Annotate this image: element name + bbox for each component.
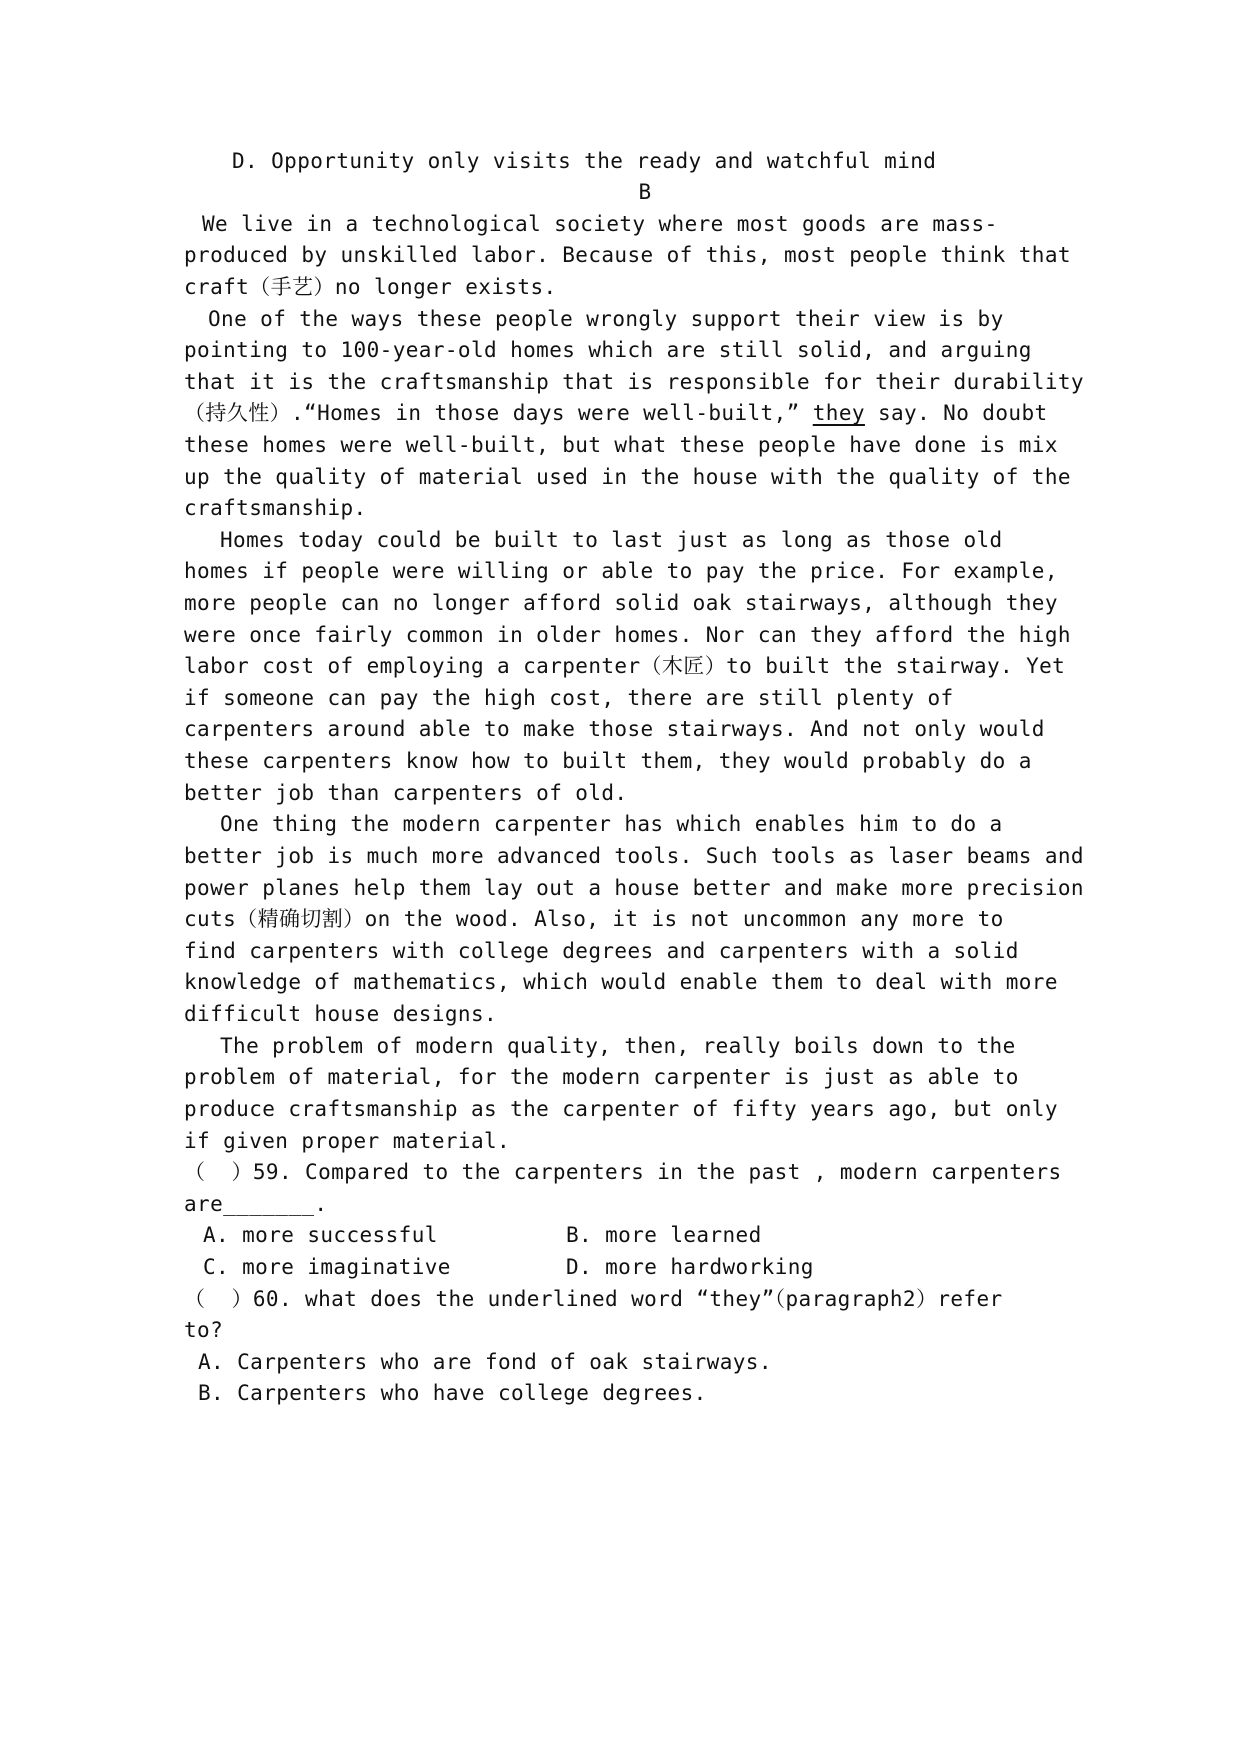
passage-p4-line: One thing the modern carpenter has which enables him to do a: [220, 812, 1003, 836]
passage-p3-line: Homes today could be built to last just as long as those old: [220, 528, 1003, 552]
q59-option-d: D. more hardworking: [566, 1255, 814, 1279]
q59-option-c: C. more imaginative: [203, 1255, 451, 1279]
passage-p2-line: craftsmanship.: [184, 496, 367, 520]
passage-p4-line: cuts（精确切割）on the wood. Also, it is not uncommon any more to: [184, 907, 1004, 931]
passage-p2-line: that it is the craftsmanship that is responsible for their durability: [184, 370, 1084, 394]
passage-p5-line: produce craftsmanship as the carpenter of fifty years ago, but only: [184, 1097, 1058, 1121]
q60-option-a: A. Carpenters who are fond of oak stairways.: [198, 1350, 772, 1374]
question-60-stem: （ ）60. what does the underlined word “they”（paragraph2）refer: [184, 1287, 1003, 1311]
quote-line-start: （持久性）.“Homes in those days were well-built,”: [184, 401, 813, 425]
passage-p4-line: find carpenters with college degrees and carpenters with a solid: [184, 939, 1019, 963]
passage-p5-line: if given proper material.: [184, 1129, 511, 1153]
passage-p1-line: We live in a technological society where most goods are mass-: [202, 212, 998, 236]
passage-p1-line: produced by unskilled labor. Because of this, most people think that: [184, 243, 1071, 267]
passage-p3-line: labor cost of employing a carpenter（木匠）to built the stairway. Yet: [184, 654, 1066, 678]
underlined-word-they: they: [812, 401, 865, 425]
passage-p3-line: if someone can pay the high cost, there are still plenty of: [184, 686, 954, 710]
passage-p5-line: The problem of modern quality, then, really boils down to the: [220, 1034, 1016, 1058]
quote-line-end: say. No doubt: [864, 401, 1048, 425]
question-60-stem-cont: to?: [184, 1318, 224, 1342]
question-59-stem-cont: are_______.: [184, 1192, 328, 1216]
passage-p3-line: these carpenters know how to built them, they would probably do a: [184, 749, 1032, 773]
question-59-stem: （ ）59. Compared to the carpenters in the past , modern carpenters: [184, 1160, 1062, 1184]
passage-p5-line: problem of material, for the modern carpenter is just as able to: [184, 1065, 1019, 1089]
passage-p4-line: knowledge of mathematics, which would enable them to deal with more: [184, 970, 1058, 994]
q60-option-b: B. Carpenters who have college degrees.: [198, 1381, 707, 1405]
passage-p2-line: One of the ways these people wrongly support their view is by: [208, 307, 1004, 331]
passage-p4-line: difficult house designs.: [184, 1002, 498, 1026]
previous-option-d: D. Opportunity only visits the ready and watchful mind: [232, 149, 937, 173]
passage-p4-line: better job is much more advanced tools. Such tools as laser beams and: [184, 844, 1084, 868]
section-label: B: [638, 180, 652, 204]
passage-p4-line: power planes help them lay out a house better and make more precision: [184, 876, 1084, 900]
passage-p3-line: were once fairly common in older homes. Nor can they afford the high: [184, 623, 1071, 647]
passage-p2-line: pointing to 100-year-old homes which are still solid, and arguing: [184, 338, 1032, 362]
q59-option-a: A. more successful: [203, 1223, 438, 1247]
passage-p3-line: better job than carpenters of old.: [184, 781, 628, 805]
passage-p3-line: homes if people were willing or able to pay the price. For example,: [184, 559, 1058, 583]
passage-p2-line: up the quality of material used in the house with the quality of the: [184, 465, 1071, 489]
passage-p3-line: more people can no longer afford solid oak stairways, although they: [184, 591, 1058, 615]
passage-p3-line: carpenters around able to make those stairways. And not only would: [184, 717, 1045, 741]
passage-p2-line: these homes were well-built, but what these people have done is mix: [184, 433, 1058, 457]
q59-option-b: B. more learned: [566, 1223, 762, 1247]
passage-p1-line: craft（手艺）no longer exists.: [184, 275, 557, 299]
passage-p2-quote-line: [184, 399, 1048, 427]
